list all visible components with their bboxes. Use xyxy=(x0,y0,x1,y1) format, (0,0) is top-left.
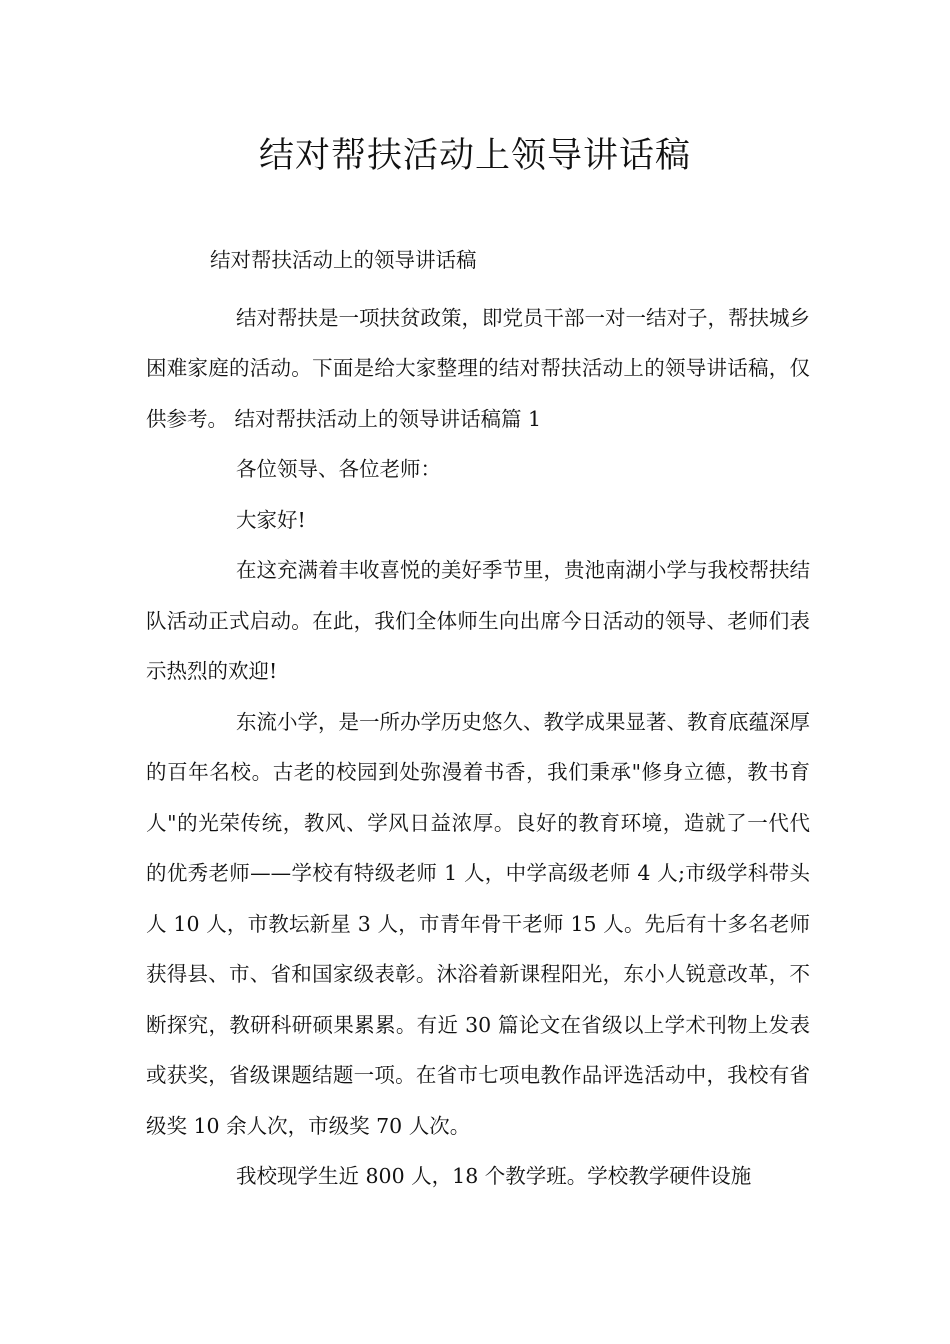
document-body xyxy=(146,235,810,1202)
paragraph-greeting: 大家好! xyxy=(236,507,306,532)
paragraph-salutation: 各位领导、各位老师： xyxy=(236,457,441,481)
paragraph-welcome: 在这充满着丰收喜悦的美好季节里，贵池南湖小学与我校帮扶结队活动正式启动。在此，我们全体师生向出席今日活动的领导、老师们表示热烈的欢迎! xyxy=(146,558,810,683)
document-subtitle: 结对帮扶活动上的领导讲话稿 xyxy=(210,248,477,272)
paragraph-school-stats: 我校现学生近 800 人，18 个教学班。学校教学硬件设施 xyxy=(236,1164,752,1188)
paragraph-school-intro: 东流小学，是一所办学历史悠久、教学成果显著、教育底蕴深厚的百年名校。古老的校园到处弥漫着书香，我们秉承"修身立德，教书育人"的光荣传统，教风、学风日益浓厚。良好的教育环境，造就了一代代的优秀老师——学校有特级老师 1 人，中学高级老师 4 人;市级学科带头人 10 人，市教坛新星 3 人，市青年骨干老师 15 人。先后有十多名老师获得县、市、省和国家级表彰。沐浴着新课程阳光，东小人锐意改革，不断探究，教研科研硕果累累。有近 30 篇论文在省级以上学术刊物上发表或获奖，省级课题结题一项。在省市七项电教作品评选活动中，我校有省级奖 10 余人次，市级奖 70 人次。 xyxy=(146,709,810,1138)
document-title: 结对帮扶活动上领导讲话稿 xyxy=(258,136,691,176)
paragraph-intro: 结对帮扶是一项扶贫政策，即党员干部一对一结对子，帮扶城乡困难家庭的活动。下面是给大家整理的结对帮扶活动上的领导讲话稿，仅供参考。 结对帮扶活动上的领导讲话稿篇 1 xyxy=(146,305,810,431)
